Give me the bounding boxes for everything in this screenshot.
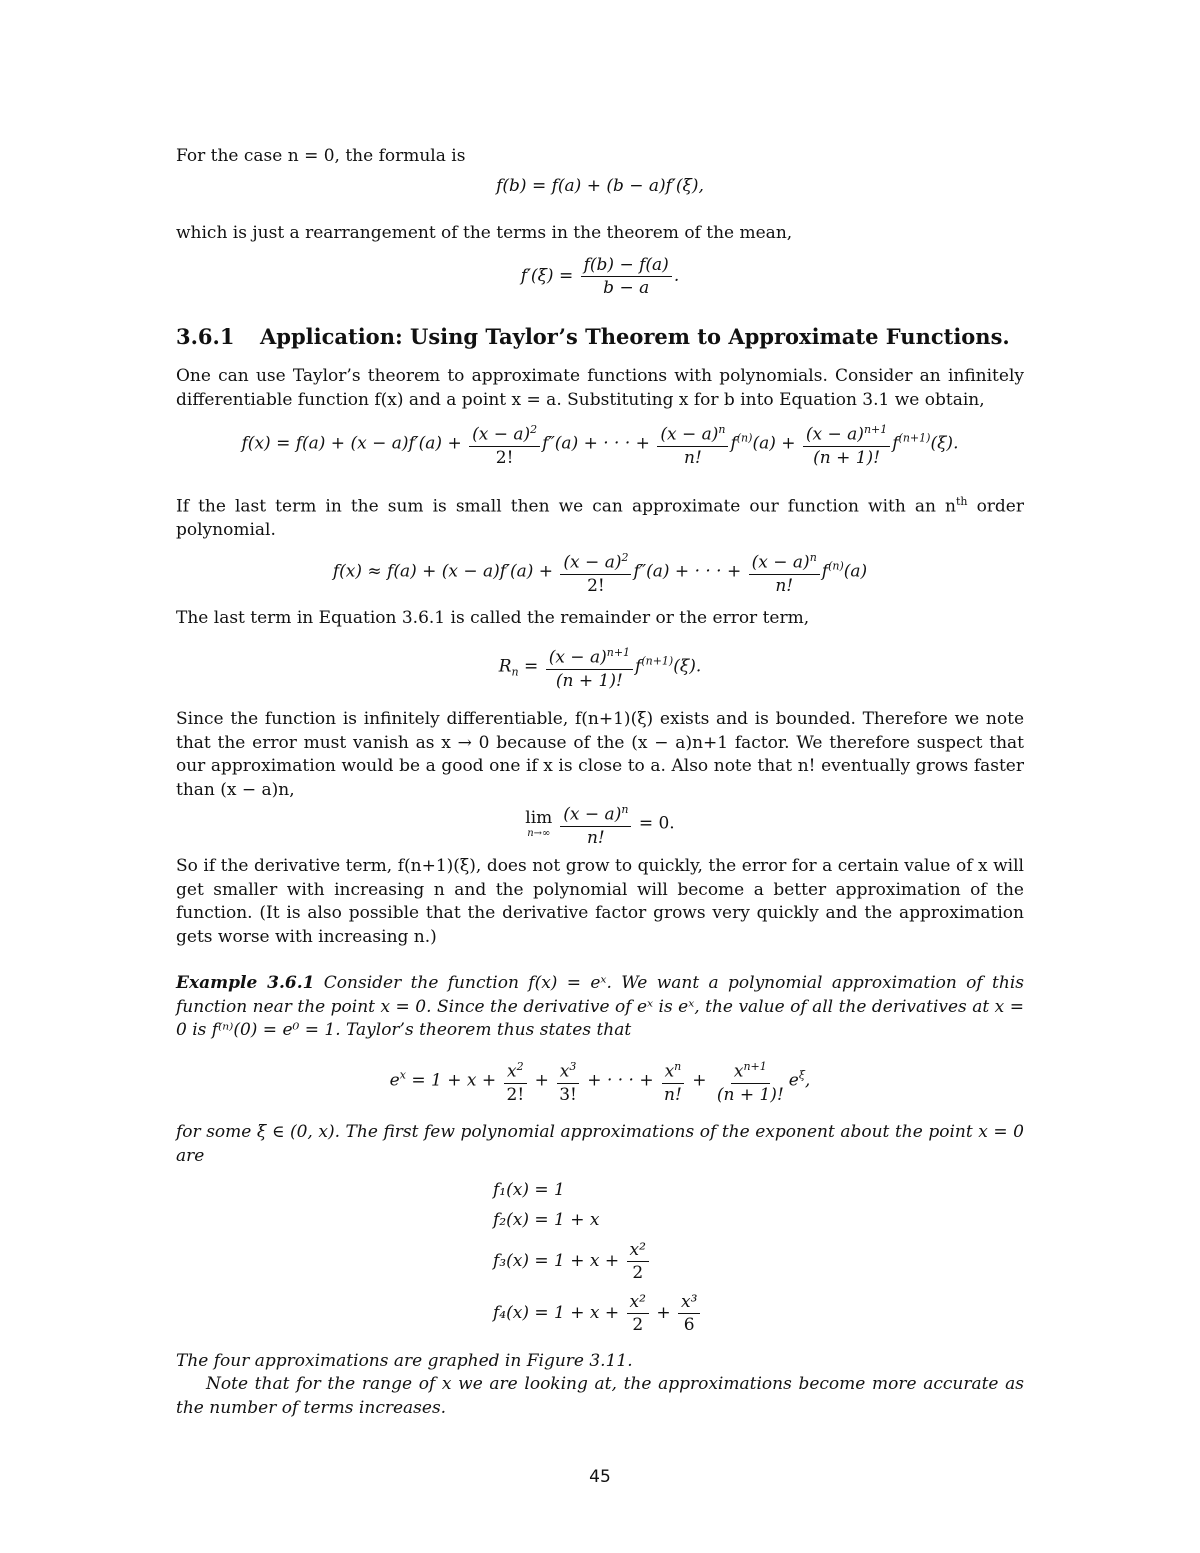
fraction-numerator: x² <box>627 1240 649 1262</box>
equation-remainder: $R_n$ = $\frac{(x - a)^{n+1}}{(n + 1)!}$ $f^{(n+1)}(\xi)$. <box>0 643 1200 691</box>
paragraph-accuracy-note: Note that for the range of x we are looking at, the approximations become more accurate as the number of terms increases. <box>176 1374 1024 1418</box>
superscript: th <box>955 495 968 508</box>
paragraph-text: If the last term in the sum is small then we can approximate our function with an n <box>176 496 956 517</box>
paragraph-error-vanish: Since the function is infinitely differentiable, f(n+1)(ξ) exists and is bounded. Therefore we note that the error must vanish as x → 0 because of the (x − a)n+1 factor. We therefore suspect that our approximation would be a good one if x is close to a. Also note that n! eventually grows faster than (x − a)n, <box>176 709 1024 800</box>
equation-derivative-quotient <box>0 255 1200 298</box>
approximation-f3 <box>493 1240 651 1283</box>
paragraph-remainder: The last term in Equation 3.6.1 is called the remainder or the error term, <box>176 608 810 628</box>
equation-lhs: f′(ξ) = <box>520 266 579 286</box>
section-heading <box>176 323 1010 351</box>
fraction-denominator: b − a <box>603 278 650 298</box>
paragraph-first-approximations: for some ξ ∈ (0, x). The first few polynomial approximations of the exponent about the point x = 0 are <box>176 1122 1024 1166</box>
fraction <box>581 255 672 298</box>
approximation-f2: f₂(x) = 1 + x <box>493 1210 600 1230</box>
equation-limit: lim n→∞ $\frac{(x - a)^n}{n!}$ = 0. <box>0 800 1200 848</box>
equation-mean-value: f(b) = f(a) + (b − a)f′(ξ), <box>496 176 704 196</box>
paragraph-figure-reference: The four approximations are graphed in Figure 3.11. <box>176 1351 633 1371</box>
paragraph-taylor-intro: One can use Taylor’s theorem to approximate functions with polynomials. Consider an infinitely differentiable function f(x) and a point x = a. Substituting x for b into Equation 3.1 we obtain, <box>176 366 1024 410</box>
equation-taylor-polynomial: f(x) ≈ f(a) + (x − a)f′(a) + $\frac{(x - a)^2}{2!}$ f″(a) + · · · + $\frac{(x - a)^n}{n!}$ $f^{(n)}(a)$ <box>0 548 1200 596</box>
paragraph-case-n0: For the case n = 0, the formula is <box>176 146 466 166</box>
example-block <box>176 972 1024 1043</box>
section-number: 3.6.1 <box>176 324 235 349</box>
equation-lhs: f₃(x) = 1 + x + <box>493 1251 625 1271</box>
plus-sign: + <box>650 1303 676 1323</box>
approximation-f4 <box>493 1292 702 1335</box>
approximation-f1: f₁(x) = 1 <box>493 1180 565 1200</box>
section-title: Application: Using Taylor’s Theorem to Approximate Functions. <box>260 324 1010 349</box>
example-text: Consider the function f(x) = eˣ. We want a polynomial approximation of this function near the point x = 0. Since the derivative of eˣ is eˣ, the value of all the derivatives at x = 0 is f⁽ⁿ⁾(0) = e⁰ = 1. Taylor’s theorem thus states that <box>176 973 1025 1040</box>
fraction <box>627 1240 649 1283</box>
paragraph-nth-order <box>176 490 1024 543</box>
equation-exponential-series: $e^x = 1 + x$ + $\frac{x^2}{2!}$ + $\frac{x^3}{3!}$ + · · · + $\frac{x^n}{n!}$ + $\frac{x^{n+1}}{(n + 1)!}$ $e^\xi$, <box>0 1057 1200 1105</box>
fraction-denominator: 2 <box>632 1263 644 1283</box>
paragraph-rearrangement: which is just a rearrangement of the terms in the theorem of the mean, <box>176 223 793 243</box>
fraction <box>678 1292 700 1335</box>
example-label: Example 3.6.1 <box>176 973 315 993</box>
equation-tail: . <box>673 266 680 286</box>
paragraph-text: order polynomial. <box>176 496 1024 541</box>
fraction-numerator: x² <box>627 1292 649 1314</box>
equation-lhs: f₄(x) = 1 + x + <box>493 1303 625 1323</box>
fraction-numerator: x³ <box>678 1292 700 1314</box>
fraction-denominator: 2 <box>632 1315 644 1335</box>
fraction-denominator: 6 <box>683 1315 695 1335</box>
fraction <box>627 1292 649 1335</box>
paragraph-derivative-growth: So if the derivative term, f(n+1)(ξ), does not grow to quickly, the error for a certain value of x will get smaller with increasing n and the polynomial will become a better approximation of the function. (It is also possible that the derivative factor grows very quickly and the approximation gets worse with increasing n.) <box>176 856 1024 947</box>
fraction-numerator: f(b) − f(a) <box>581 255 672 277</box>
page-number: 45 <box>589 1467 611 1487</box>
equation-taylor-with-remainder: f(x) = f(a) + (x − a)f′(a) + $\frac{(x - a)^2}{2!}$ f″(a) + · · · + $\frac{(x - a)^n}{n!}$ $f^{(n)}(a)$ + $\frac{(x - a)^{n+1}}{(n + 1)!}$ $f^{(n+1)}(\xi)$. <box>0 420 1200 468</box>
